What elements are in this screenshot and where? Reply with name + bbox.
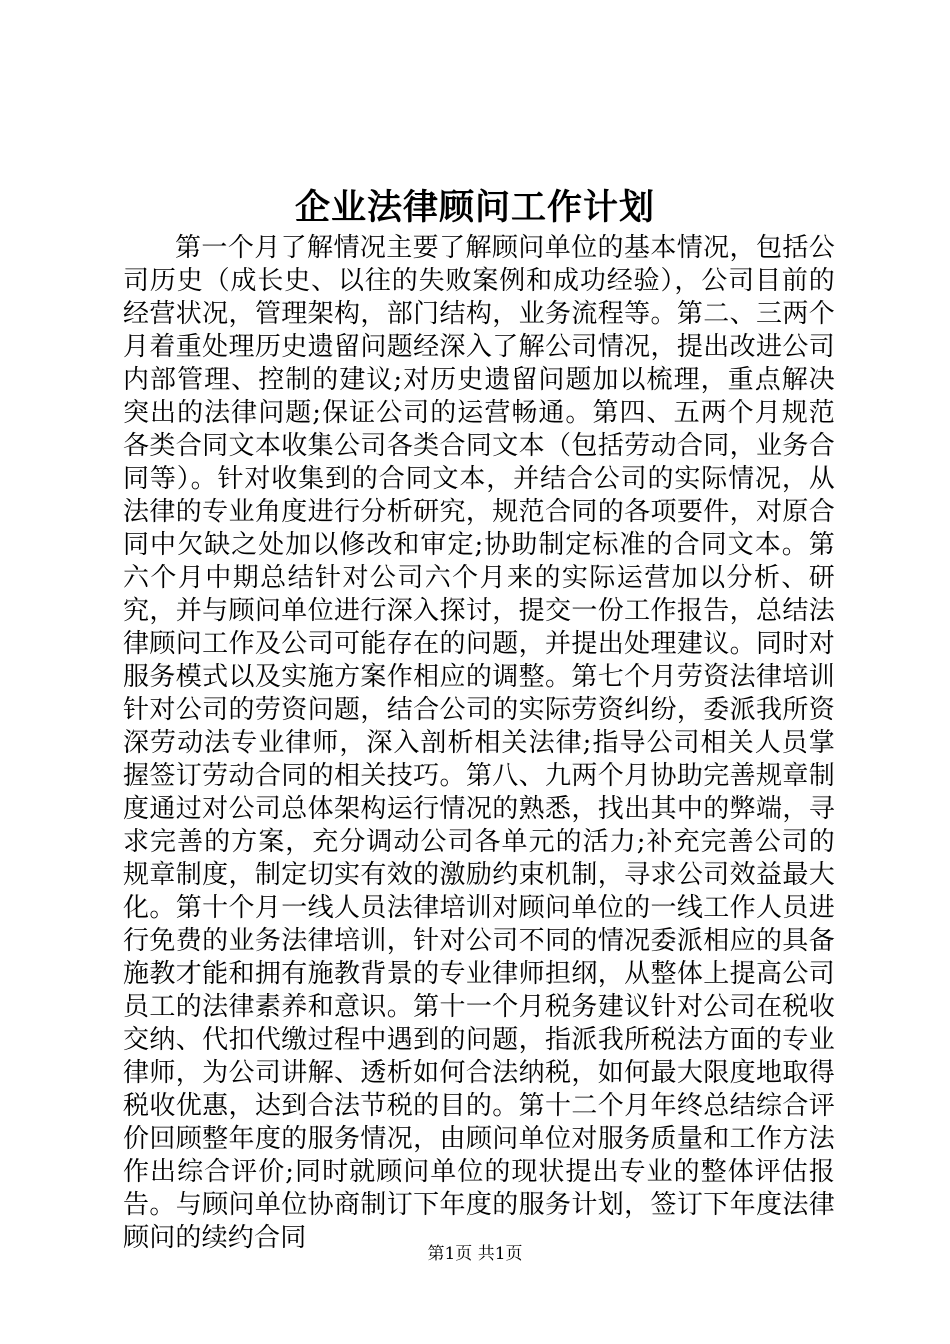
page-number-footer: 第1页 共1页: [427, 1244, 523, 1264]
document-title: 企业法律顾问工作计划: [294, 187, 655, 228]
document-body-paragraph: 第一个月了解情况主要了解顾问单位的基本情况，包括公司历史（成长史、以往的失败案例和成功经验），公司目前的经营状况，管理架构，部门结构，业务流程等。第二、三两个月着重处理历史遗留问题经深入了解公司情况，提出改进公司内部管理、控制的建议;对历史遗留问题加以梳理，重点解决突出的法律问题;保证公司的运营畅通。第四、五两个月规范各类合同文本收集公司各类合同文本（包括劳动合同，业务合同等）。针对收集到的合同文本，并结合公司的实际情况，从法律的专业角度进行分析研究，规范合同的各项要件，对原合同中欠缺之处加以修改和审定;协助制定标准的合同文本。第六个月中期总结针对公司六个月来的实际运营加以分析、研究，并与顾问单位进行深入探讨，提交一份工作报告，总结法律顾问工作及公司可能存在的问题，并提出处理建议。同时对服务模式以及实施方案作相应的调整。第七个月劳资法律培训针对公司的劳资问题，结合公司的实际劳资纠纷，委派我所资深劳动法专业律师，深入剖析相关法律;指导公司相关人员掌握签订劳动合同的相关技巧。第八、九两个月协助完善规章制度通过对公司总体架构运行情况的熟悉，找出其中的弊端，寻求完善的方案，充分调动公司各单元的活力;补充完善公司的规章制度，制定切实有效的激励约束机制，寻求公司效益最大化。第十个月一线人员法律培训对顾问单位的一线工作人员进行免费的业务法律培训，针对公司不同的情况委派相应的具备施教才能和拥有施教背景的专业律师担纲，从整体上提高公司员工的法律素养和意识。第十一个月税务建议针对公司在税收交纳、代扣代缴过程中遇到的问题，指派我所税法方面的专业律师，为公司讲解、透析如何合法纳税，如何最大限度地取得税收优惠，达到合法节税的目的。第十二个月年终总结综合评价回顾整年度的服务情况，由顾问单位对服务质量和工作方法作出综合评价;同时就顾问单位的现状提出专业的整体评估报告。与顾问单位协商制订下年度的服务计划，签订下年度法律顾问的续约合同: [123, 233, 835, 1253]
